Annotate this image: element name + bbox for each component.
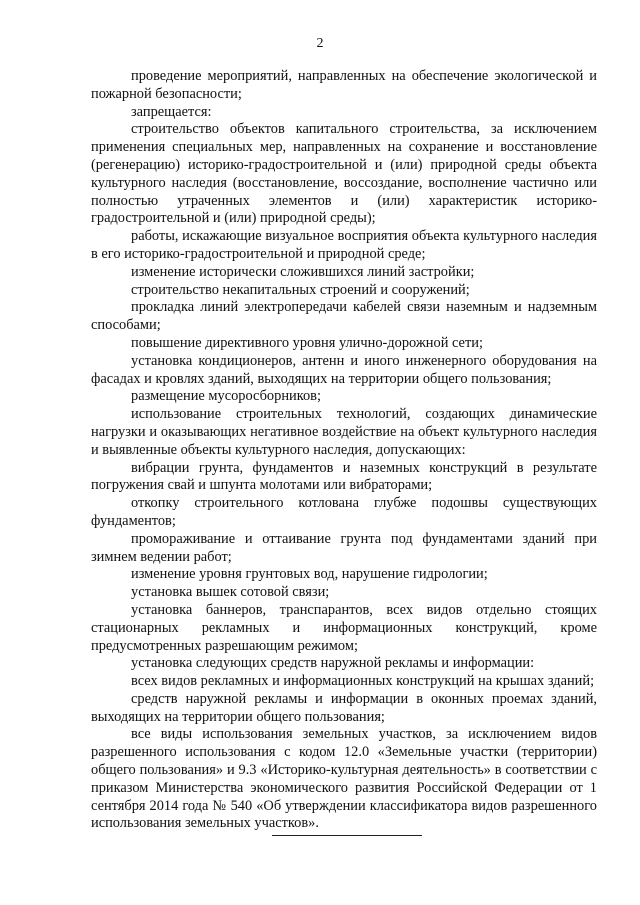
paragraph: проведение мероприятий, направленных на обеспечение экологической и пожарной безопасности;	[91, 68, 597, 102]
paragraph: установка баннеров, транспарантов, всех видов отдельно стоящих стационарных рекламных и информационных конструкций, кроме предусмотренных разрешающим режимом;	[91, 601, 597, 654]
paragraph: средств наружной рекламы и информации в оконных проемах зданий, выходящих на территории общего пользования;	[91, 690, 597, 725]
document-body	[91, 68, 597, 833]
paragraph: работы, искажающие визуальное восприятия объекта культурного наследия в его историко-градостроительной и природной среде;	[91, 228, 597, 262]
paragraph: повышение директивного уровня улично-дорожной сети;	[131, 334, 483, 351]
paragraph: всех видов рекламных и информационных конструкций на крышах зданий;	[131, 673, 595, 690]
paragraph: все виды использования земельных участков, за исключением видов разрешенного использования с кодом 12.0 «Земельные участки (территории) общего пользования» и 9.3 «Историко-культурная деятельность» в соответствии с приказом Министерства экономического развития Российской Федерации от 1 сентября 2014 года № 540 «Об утверждении классификатора видов разрешенного использования земельных участков».	[91, 726, 597, 832]
paragraph: размещение мусоросборников;	[131, 388, 321, 405]
paragraph: вибрации грунта, фундаментов и наземных конструкций в результате погружения свай и шпунта молотами или вибраторами;	[91, 459, 597, 494]
paragraph: прокладка линий электропередачи кабелей связи наземным и надземным способами;	[91, 299, 597, 334]
paragraph: запрещается:	[131, 103, 212, 120]
paragraph: изменение исторически сложившихся линий застройки;	[131, 263, 475, 280]
paragraph: изменение уровня грунтовых вод, нарушение гидрологии;	[131, 566, 488, 583]
paragraph: проморaживание и оттаивание грунта под фундаментами зданий при зимнем ведении работ;	[91, 530, 597, 565]
paragraph: использование строительных технологий, создающих динамические нагрузки и оказывающих негативное воздействие на объект культурного наследия и выявленные объекты культурного наследия, допускающих:	[91, 406, 597, 458]
paragraph: установка вышек сотовой связи;	[131, 584, 330, 601]
paragraph: строительство некапитальных строений и сооружений;	[131, 281, 470, 298]
paragraph: откопку строительного котлована глубже подошвы существующих фундаментов;	[91, 495, 597, 529]
page-number: 2	[316, 36, 324, 51]
paragraph: строительство объектов капитального строительства, за исключением применения специальных мер, направленных на сохранение и восстановление (регенерацию) историко-градостроительной и (или) природной среды объекта культурного наследия (восстановление, воссоздание, восполнение частично или полностью утраченных элементов и (или) характеристик историко-градостроительной и (или) природной среды);	[91, 121, 597, 227]
paragraph: установка кондиционеров, антенн и иного инженерного оборудования на фасадах и кровлях зданий, выходящих на территории общего пользования;	[91, 352, 597, 387]
separator-line	[272, 835, 422, 836]
paragraph: установка следующих средств наружной рекламы и информации:	[131, 655, 535, 672]
